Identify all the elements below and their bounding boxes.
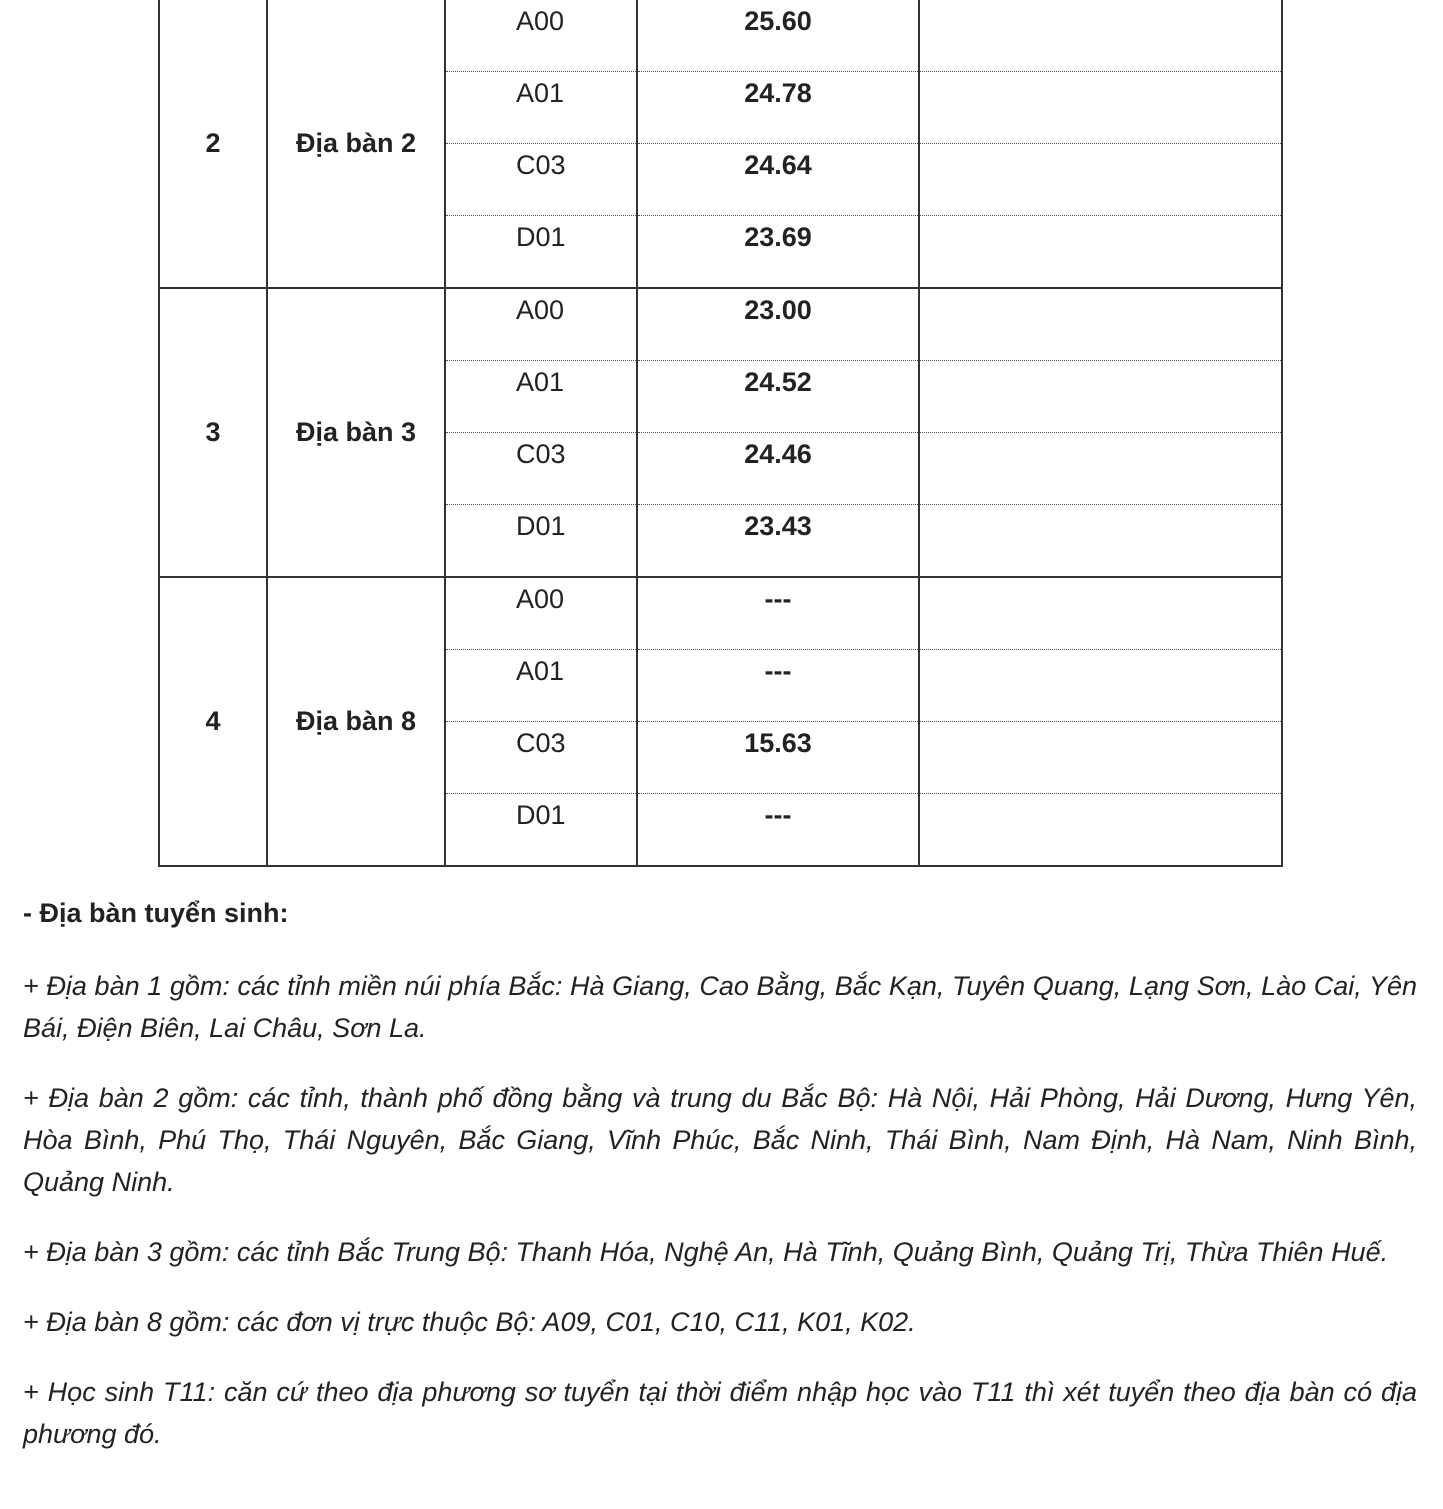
block-code: D01 <box>445 215 637 288</box>
note-cell <box>919 504 1282 577</box>
block-code: A01 <box>445 71 637 143</box>
cutoff-score: --- <box>637 793 919 866</box>
cutoff-score: 24.46 <box>637 432 919 504</box>
block-code: A00 <box>445 288 637 360</box>
note-cell <box>919 215 1282 288</box>
block-code: A01 <box>445 649 637 721</box>
block-code: A01 <box>445 360 637 432</box>
row-number: 4 <box>159 577 267 866</box>
table-row <box>159 0 1282 71</box>
note-cell <box>919 721 1282 793</box>
block-code: C03 <box>445 143 637 215</box>
note-cell <box>919 0 1282 71</box>
cutoff-score: 24.64 <box>637 143 919 215</box>
note-cell <box>919 143 1282 215</box>
cutoff-score: 24.78 <box>637 71 919 143</box>
cutoff-score: 23.43 <box>637 504 919 577</box>
note-cell <box>919 288 1282 360</box>
note-region-3: + Địa bàn 3 gồm: các tỉnh Bắc Trung Bộ: Thanh Hóa, Nghệ An, Hà Tĩnh, Quảng Bình, Quảng Trị, Thừa Thiên Huế. <box>23 1237 1389 1267</box>
cutoff-score: 15.63 <box>637 721 919 793</box>
note-cell <box>919 432 1282 504</box>
note-cell <box>919 793 1282 866</box>
admission-score-table <box>158 0 1283 867</box>
note-cell <box>919 360 1282 432</box>
cutoff-score: 23.69 <box>637 215 919 288</box>
block-code: A00 <box>445 0 637 71</box>
table-row <box>159 577 1282 649</box>
table-row <box>159 288 1282 360</box>
note-region-1: + Địa bàn 1 gồm: các tỉnh miền núi phía Bắc: Hà Giang, Cao Bằng, Bắc Kạn, Tuyên Quang, Lạng Sơn, Lào Cai, Yên Bái, Điện Biên, Lai Châu, Sơn La. <box>23 971 1417 1043</box>
note-region-2: + Địa bàn 2 gồm: các tỉnh, thành phố đồng bằng và trung du Bắc Bộ: Hà Nội, Hải Phòng, Hải Dương, Hưng Yên, Hòa Bình, Phú Thọ, Thái Nguyên, Bắc Giang, Vĩnh Phúc, Bắc Ninh, Thái Bình, Nam Định, Hà Nam, Ninh Bình, Quảng Ninh. <box>23 1083 1417 1197</box>
region-name: Địa bàn 3 <box>267 288 445 577</box>
cutoff-score: 25.60 <box>637 0 919 71</box>
block-code: C03 <box>445 432 637 504</box>
cutoff-score: --- <box>637 577 919 649</box>
region-name: Địa bàn 8 <box>267 577 445 866</box>
note-t11-students: + Học sinh T11: căn cứ theo địa phương sơ tuyển tại thời điểm nhập học vào T11 thì xét tuyển theo địa bàn có địa phương đó. <box>23 1377 1417 1449</box>
notes-heading: - Địa bàn tuyển sinh: <box>23 898 289 928</box>
row-number: 2 <box>159 0 267 288</box>
note-region-8: + Địa bàn 8 gồm: các đơn vị trực thuộc Bộ: A09, C01, C10, C11, K01, K02. <box>23 1307 916 1337</box>
cutoff-score: --- <box>637 649 919 721</box>
region-name: Địa bàn 2 <box>267 0 445 288</box>
region-notes <box>23 895 1417 1483</box>
block-code: C03 <box>445 721 637 793</box>
note-cell <box>919 649 1282 721</box>
block-code: A00 <box>445 577 637 649</box>
cutoff-score: 24.52 <box>637 360 919 432</box>
note-cell <box>919 577 1282 649</box>
block-code: D01 <box>445 504 637 577</box>
row-number: 3 <box>159 288 267 577</box>
cutoff-score: 23.00 <box>637 288 919 360</box>
block-code: D01 <box>445 793 637 866</box>
note-cell <box>919 71 1282 143</box>
